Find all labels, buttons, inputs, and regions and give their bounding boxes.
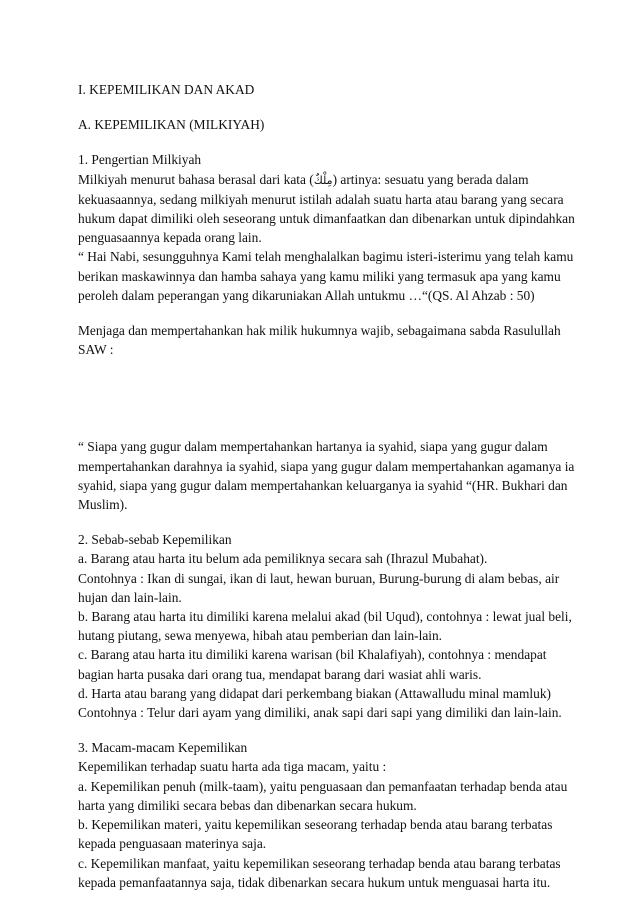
example-text: Contohnya : Telur dari ayam yang dimiliki, anak sapi dari sapi yang dimiliki dan lain-lain. bbox=[78, 705, 562, 721]
list-item: b. Kepemilikan materi, yaitu kepemilikan seseorang terhadap benda atau barang terbatas kepada penguasaan materinya saja. bbox=[78, 817, 553, 852]
subsection-heading-1: 1. Pengertian Milkiyah bbox=[78, 152, 202, 168]
subsection-heading-2: 2. Sebab-sebab Kepemilikan bbox=[78, 532, 232, 548]
blank-space bbox=[78, 359, 578, 437]
example-text: Contohnya : Ikan di sungai, ikan di laut, hewan buruan, Burung-burung di alam bebas, air hujan dan lain-lain. bbox=[78, 570, 560, 605]
quran-quote: “ Hai Nabi, sesungguhnya Kami telah menghalalkan bagimu isteri-isterimu yang telah kamu berikan maskawinnya dan hamba sahaya yang kamu miliki yang termasuk apa yang kamu peroleh dalam peperangan yang dikaruniakan Allah untukmu …“(QS. Al Ahzab : 50) bbox=[78, 249, 574, 303]
list-item: b. Barang atau harta itu dimiliki karena melalui akad (bil Uqud), contohnya : lewat jual beli, hutang piutang, sewa menyewa, hibah atau pemberian dan lain-lain. bbox=[78, 609, 572, 644]
list-item: a. Barang atau harta itu belum ada pemiliknya secara sah (Ihrazul Mubahat). bbox=[78, 551, 488, 567]
arabic-word: مِلْكٌ bbox=[313, 173, 333, 187]
list-item: c. Barang atau harta itu dimiliki karena warisan (bil Khalafiyah), contohnya : mendapat bagian harta pusaka dari orang tua, mendapat barang dari wasiat ahli waris. bbox=[78, 647, 547, 682]
definition-paragraph bbox=[78, 170, 578, 248]
list-item: d. Harta atau barang yang didapat dari perkembang biakan (Attawalludu minal mamluk) bbox=[78, 685, 551, 701]
subsection-heading-3: 3. Macam-macam Kepemilikan bbox=[78, 740, 248, 756]
list-item: c. Kepemilikan manfaat, yaitu kepemilikan seseorang terhadap benda atau barang terbatas kepada pemanfaatannya saja, tidak dibenarkan secara hukum untuk menguasai harta itu. bbox=[78, 855, 561, 890]
document-body bbox=[78, 80, 578, 892]
hadith-quote: “ Siapa yang gugur dalam mempertahankan hartanya ia syahid, siapa yang gugur dalam mempertahankan darahnya ia syahid, siapa yang gugur dalam mempertahankan agamanya ia syahid, siapa yang gugur dalam mempertahankan keluarganya ia syahid “(HR. Bukhari dan Muslim). bbox=[78, 439, 575, 513]
chapter-title: I. KEPEMILIKAN DAN AKAD bbox=[78, 82, 255, 97]
intro-text: Kepemilikan terhadap suatu harta ada tiga macam, yaitu : bbox=[78, 759, 387, 775]
list-item: a. Kepemilikan penuh (milk-taam), yaitu penguasaan dan pemanfaatan terhadap benda atau harta yang dimiliki secara bebas dan dibenarkan secara hukum. bbox=[78, 778, 568, 813]
section-heading: A. KEPEMILIKAN (MILKIYAH) bbox=[78, 117, 265, 133]
hadith-intro: Menjaga dan mempertahankan hak milik hukumnya wajib, sebagaimana sabda Rasulullah SAW : bbox=[78, 323, 561, 358]
definition-text-start: Milkiyah menurut bahasa berasal dari kata ( bbox=[78, 171, 314, 187]
definition-text-end: ) artinya: sesuatu yang berada dalam kekuasaannya, sedang milkiyah menurut istilah adalah suatu harta atau barang yang secara hukum dapat dimiliki oleh seseorang untuk dimanfaatkan dan dibenarkan untuk dipindahkan penguasaannya kepada orang lain. bbox=[78, 171, 575, 246]
